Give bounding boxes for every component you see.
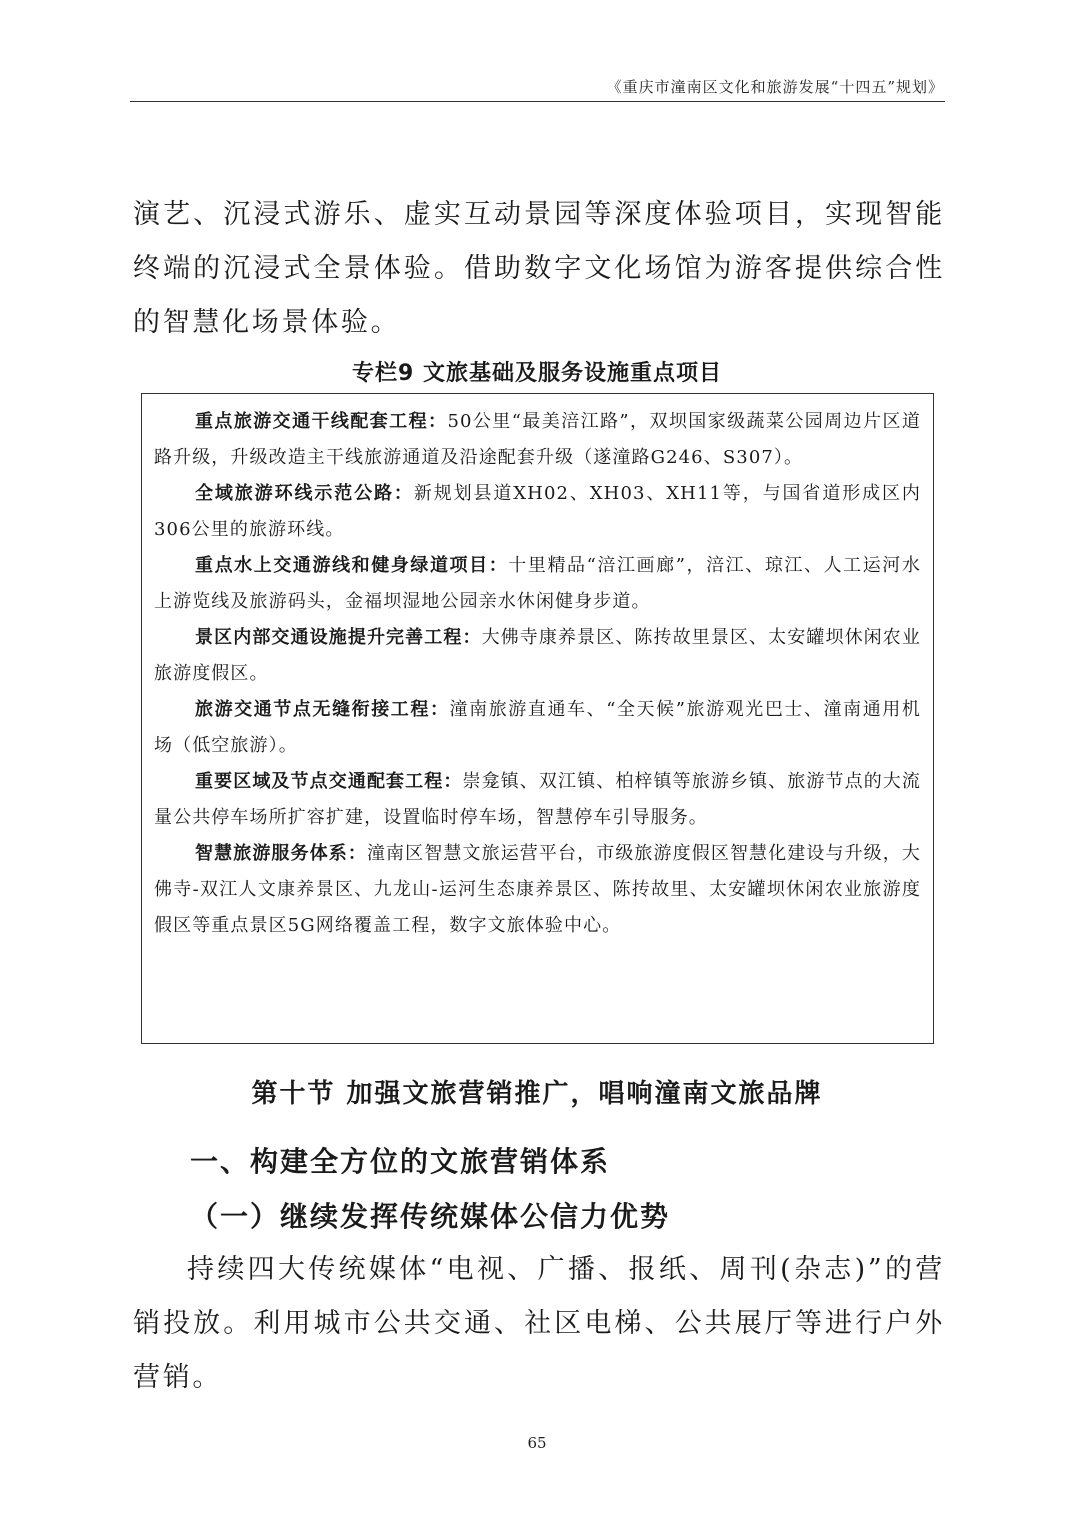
project-item-scenic-internal [154, 620, 921, 692]
project-box [141, 393, 934, 1044]
project-item-name: 全域旅游环线示范公路： [195, 483, 414, 504]
project-item-smart-service [154, 836, 921, 944]
project-item-node-connection [154, 692, 921, 764]
project-item-text: 十里精品“涪江画廊”，涪江、琼江、人工运河水上游览线及旅游码头，金福坝湿地公园亲水休闲健身步道。 [154, 555, 921, 612]
page-number: 65 [527, 1434, 547, 1452]
intro-paragraph: 演艺、沉浸式游乐、虚实互动景园等深度体验项目，实现智能终端的沉浸式全景体验。借助数字文化场馆为游客提供综合性的智慧化场景体验。 [133, 199, 945, 338]
project-item-name: 重点水上交通游线和健身绿道项目： [195, 555, 509, 576]
project-item-name: 景区内部交通设施提升完善工程： [195, 627, 482, 648]
heading-level-1: 一、构建全方位的文旅营销体系 [190, 1145, 611, 1178]
project-item-text: 潼南区智慧文旅运营平台，市级旅游度假区智慧化建设与升级，大佛寺-双江人文康养景区、九龙山-运河生态康养景区、陈抟故里、太安罐坝休闲农业旅游度假区等重点景区5G网络覆盖工程，数字文旅体验中心。 [154, 843, 921, 936]
project-item-main-traffic [154, 404, 921, 476]
project-item-text: 潼南旅游直通车、“全天候”旅游观光巴士、潼南通用机场（低空旅游）。 [154, 699, 921, 756]
header-divider [130, 101, 945, 102]
project-item-regional-parking [154, 764, 921, 836]
project-item-loop-road [154, 476, 921, 548]
section-title: 第十节 加强文旅营销推广，唱响潼南文旅品牌 [251, 1079, 823, 1109]
heading-level-2: （一）继续发挥传统媒体公信力优势 [190, 1200, 671, 1233]
project-item-name: 重点旅游交通干线配套工程： [195, 411, 448, 432]
project-item-name: 旅游交通节点无缝衔接工程： [195, 699, 450, 720]
running-header: 《重庆市潼南区文化和旅游发展“十四五”规划》 [606, 78, 944, 96]
project-item-text: 50公里“最美涪江路”，双坝国家级蔬菜公园周边片区道路升级，升级改造主干线旅游通道及沿途配套升级（遂潼路G246、S307）。 [154, 411, 922, 468]
section-paragraph: 持续四大传统媒体“电视、广播、报纸、周刊(杂志)”的营销投放。利用城市公共交通、社区电梯、公共展厅等进行户外营销。 [133, 1254, 945, 1393]
project-item-text: 新规划县道XH02、XH03、XH11等，与国省道形成区内306公里的旅游环线。 [154, 483, 921, 540]
project-item-name: 重要区域及节点交通配套工程： [195, 771, 463, 792]
project-item-text: 崇龛镇、双江镇、柏梓镇等旅游乡镇、旅游节点的大流量公共停车场所扩容扩建，设置临时停车场，智慧停车引导服务。 [154, 771, 921, 828]
project-item-text: 大佛寺康养景区、陈抟故里景区、太安罐坝休闲农业旅游度假区。 [154, 627, 921, 684]
project-box-title: 专栏9 文旅基础及服务设施重点项目 [352, 361, 722, 386]
project-item-name: 智慧旅游服务体系： [195, 843, 367, 864]
project-item-water-route [154, 548, 921, 620]
